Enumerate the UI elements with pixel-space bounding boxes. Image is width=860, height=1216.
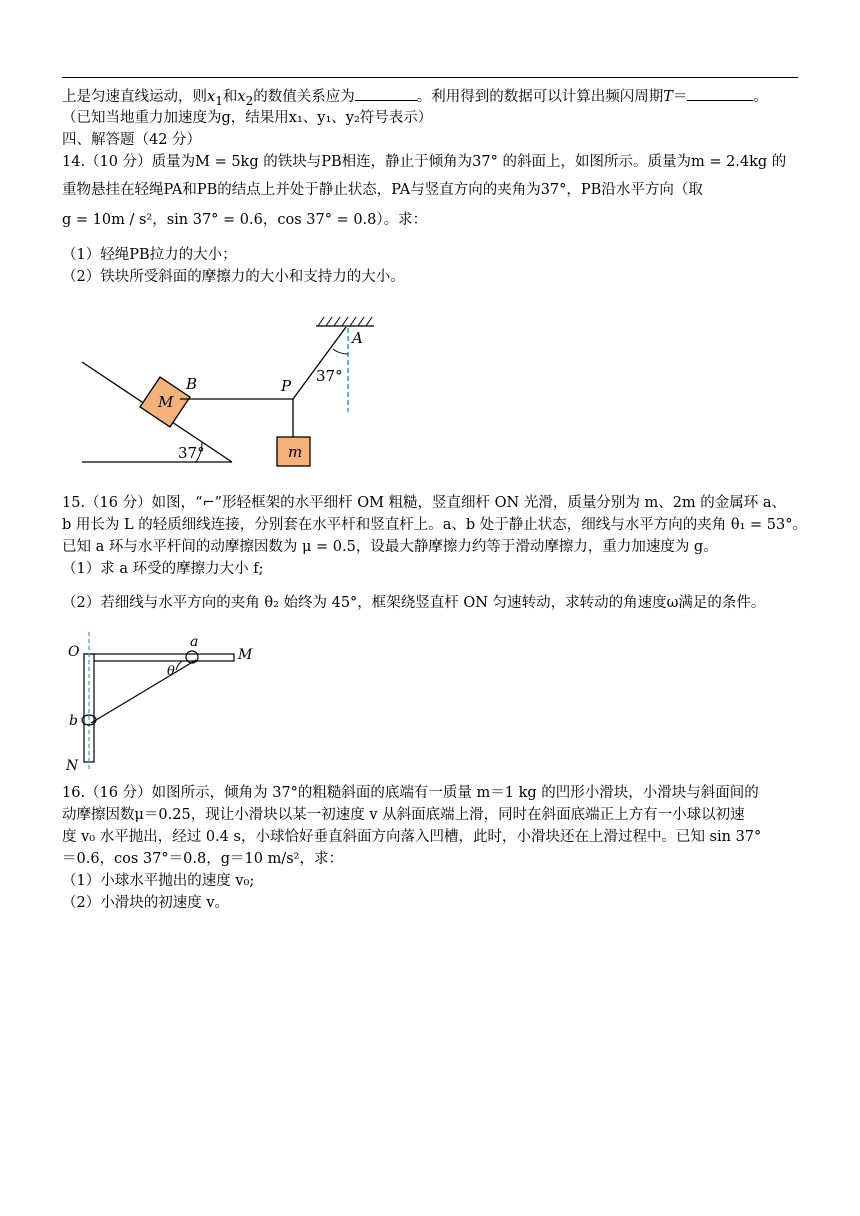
var-x1: x <box>207 89 216 105</box>
var-x2-sub: 2 <box>245 93 254 108</box>
q16-line-3: 度 v₀ 水平抛出，经过 0.4 s，小球恰好垂直斜面方向落入凹槽，此时，小滑块还在上滑过程中。已知 sin 37° <box>62 829 762 845</box>
label-O: O <box>68 644 80 660</box>
angle-label-A: 37° <box>316 367 343 385</box>
label-a: a <box>190 634 199 650</box>
incline-angle-label: 37° <box>178 444 205 462</box>
var-x1-sub: 1 <box>215 93 223 108</box>
q16-line-2: 动摩擦因数μ＝0.25，现让小滑块以某一初速度 v 从斜面底端上滑，同时在斜面底端正上方有一小球以初速 <box>62 807 745 823</box>
q16-line-1: 16.（16 分）如图所示，倾角为 37°的粗糙斜面的底端有一质量 m＝1 kg 的凹形小滑块，小滑块与斜面间的 <box>62 785 759 801</box>
q15-line-3: 已知 a 环与水平杆间的动摩擦因数为 μ = 0.5，设最大静摩擦力约等于滑动摩擦力，重力加速度为 g。 <box>62 539 718 555</box>
q15-sub-2: （2）若细线与水平方向的夹角 θ₂ 始终为 45°，框架绕竖直杆 ON 匀速转动，求转动的角速度ω满足的条件。 <box>62 595 766 611</box>
var-x2: x <box>237 89 246 105</box>
label-m: m <box>288 443 303 461</box>
angle-arc-A <box>333 349 348 354</box>
continuation-and: 和 <box>222 89 238 105</box>
label-M-frame: M <box>238 647 253 663</box>
continuation-text-c: 。利用得到的数据可以计算出频闪周期 <box>416 89 664 105</box>
q16-sub-1: （1）小球水平抛出的速度 v₀; <box>62 873 255 889</box>
rod-OM <box>84 654 234 661</box>
q15-line-2: b 用长为 L 的轻质细线连接，分别套在水平杆和竖直杆上。a、b 处于静止状态，细线与水平方向的夹角 θ₁ = 53°。 <box>62 517 807 533</box>
q14-line-1: 14.（10 分）质量为M = 5kg 的铁块与PB相连，静止于倾角为37° 的斜面上，如图所示。质量为m = 2.4kg 的 <box>62 154 787 170</box>
q16-sub-2: （2）小滑块的初速度 v。 <box>62 895 230 911</box>
ceiling-hatch <box>318 317 372 326</box>
continuation-text-b: 的数值关系应为 <box>253 89 355 105</box>
continuation-eq: ＝ <box>672 89 688 105</box>
label-A: A <box>352 329 363 347</box>
q14-figure <box>0 0 860 480</box>
rope-PA <box>293 327 346 399</box>
q16-line-4: ＝0.6，cos 37°＝0.8，g＝10 m/s²，求： <box>62 851 343 867</box>
section-heading: 四、解答题（42 分） <box>62 132 202 148</box>
label-P: P <box>281 377 292 395</box>
q14-line-2: 重物悬挂在轻绳PA和PB的结点上并处于静止状态，PA与竖直方向的夹角为37°，PB沿水平方向（取 <box>62 182 703 198</box>
label-B: B <box>186 375 198 393</box>
label-N: N <box>66 758 79 774</box>
q15-figure <box>0 620 300 780</box>
continuation-line-2: （已知当地重力加速度为g，结果用x₁、y₁、y₂符号表示） <box>62 110 433 126</box>
q14-sub-2: （2）铁块所受斜面的摩擦力的大小和支持力的大小。 <box>62 269 405 285</box>
q14-sub-1: （1）轻绳PB拉力的大小； <box>62 247 237 263</box>
continuation-end: 。 <box>753 89 768 105</box>
var-T: T <box>663 89 673 105</box>
continuation-text-a: 上是匀速直线运动，则 <box>62 89 207 105</box>
label-theta: θ <box>167 664 175 679</box>
q14-line-3: g = 10m / s²，sin 37° = 0.6，cos 37° = 0.8）。求： <box>62 212 428 228</box>
label-M: M <box>158 393 174 411</box>
q15-line-1: 15.（16 分）如图，“⌐”形轻框架的水平细杆 OM 粗糙，竖直细杆 ON 光滑，质量分别为 m、2m 的金属环 a、 <box>62 495 787 511</box>
q15-sub-1: （1）求 a 环受的摩擦力大小 f; <box>62 561 264 577</box>
string-ab <box>91 660 196 723</box>
label-b: b <box>69 713 78 729</box>
